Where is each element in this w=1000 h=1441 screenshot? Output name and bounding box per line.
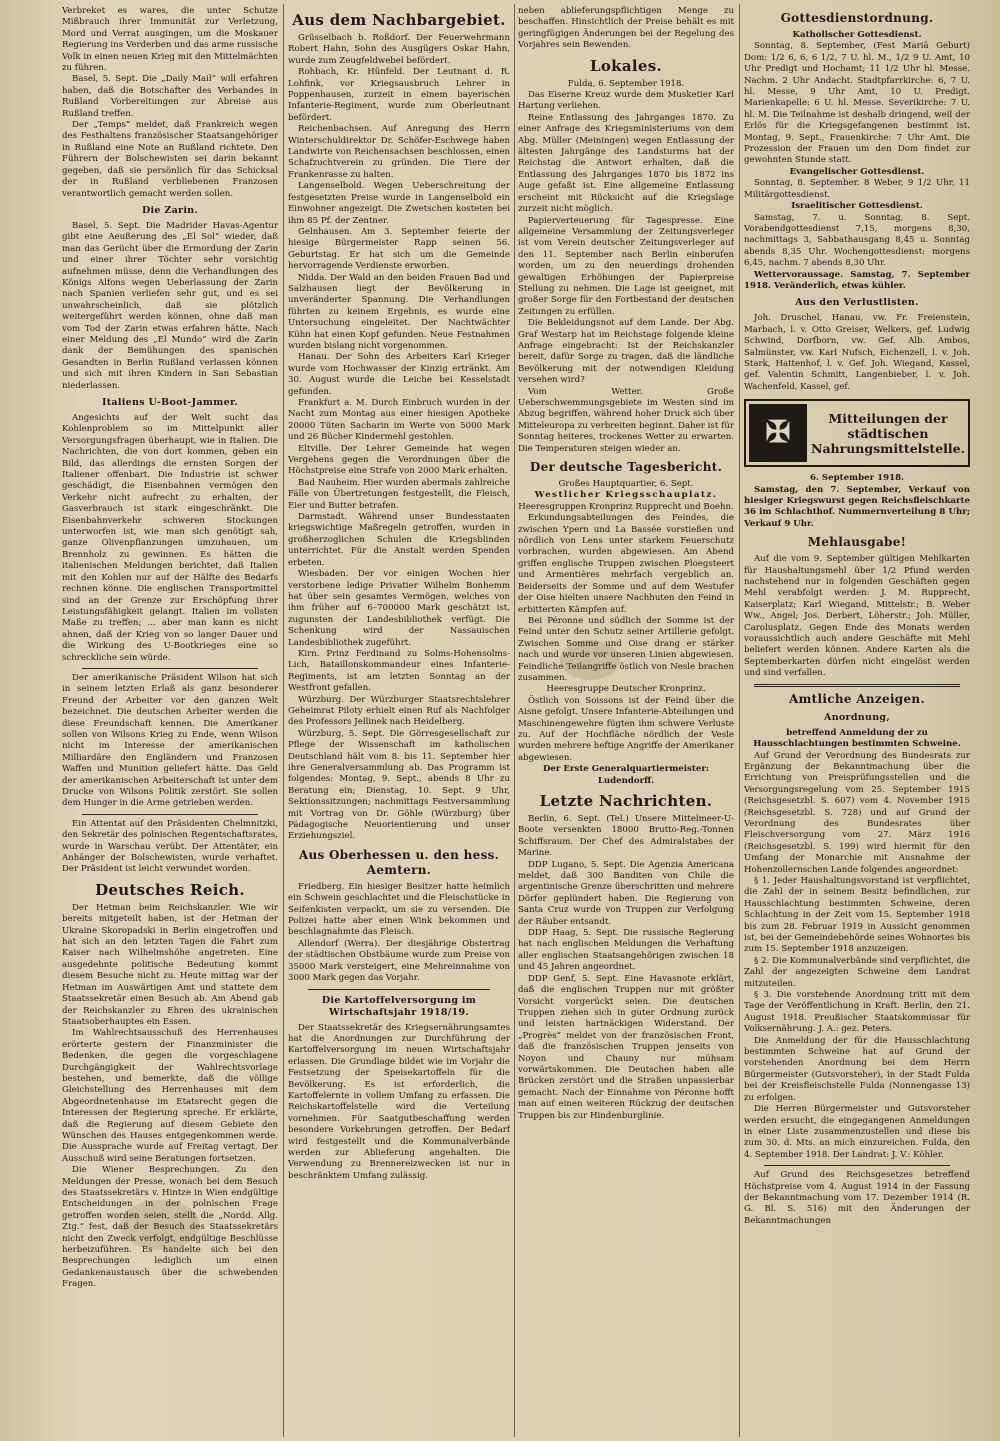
article-text: Grüsselbach b. Roßdorf. Der Feuerwehrmann Robert Hahn, Sohn des Ausgügers Oskar Hahn, wurde zum Zeugfeldwebel befördert. bbox=[288, 33, 510, 66]
article-text: Hanau. Der Sohn des Arbeiters Karl Krieger wurde vom Hochwasser der Kinzig ertränkt. Am 30. August wurde die Leiche bei Kesselstadt gefunden. bbox=[288, 352, 510, 397]
article-text: Die Anmeldung der für die Hausschlachtung bestimmten Schweine hat auf Grund der vorstehenden Anordnung bei dem Herrn Bürgermeister (Gutsvorsteher), in der Stadt Fulda bei der Kreisfleischstelle Fulda (Nonnengasse 13) zu erfolgen. bbox=[744, 1035, 970, 1103]
article-text: Berlin, 6. Sept. (Tel.) Unsere Mittelmeer-U-Boote versenkten 18000 Brutto-Reg.-Tonnen Schiffsraum. Der Chef des Admiralstabes der Marine. bbox=[518, 814, 734, 859]
section-heading: Mehlausgabe! bbox=[807, 535, 907, 550]
article-text: Erkundungsabteilungen des Feindes, die zwischen Ypern und La Bassée vorstießen und nördlich von Lens unter starkem Feuerschutz vorbrachen, wurden abgewiesen. Am Abend griffen englische Truppen zwischen Ploegsteert und Armentières mehrfach vergeblich an. Beiderseits der Somme und auf dem Westufer der Oise hielten unsere Nachhuten den Feind in erbitterten Kämpfen auf. bbox=[518, 513, 734, 615]
section-heading: Aus den Verlustlisten. bbox=[795, 297, 919, 309]
weather-forecast: Wettervoraussage. Samstag, 7. September 1918. Veränderlich, etwas kühler. bbox=[744, 269, 970, 291]
dateline: Großes Hauptquartier, 6. Sept. bbox=[558, 479, 694, 490]
column-4 bbox=[744, 6, 970, 1435]
article-text: DDP Genf, 5. Sept. Eine Havasnote erklärt, daß die englischen Truppen nur mit größter Vorsicht vorgerückt seien. Die deutschen Truppen ziehen sich in guter Ordnung zurück und leisten hartnäckigen Widerstand. Der „Progrès“ meldet von der französischen Front, daß die französischen Truppen jenseits von Noyon und Chauny nur mühsam vorwärtskommen. Die Deutschen haben alle Brücken zerstört und die Straßen unpassierbar gemacht. Nach der Einnahme von Péronne hofft man auf einen weiteren Rückzug der deutschen Truppen bis zur Hindenburglinie. bbox=[518, 973, 734, 1121]
article-text: § 2. Die Kommunalverbände sind verpflichtet, die Zahl der angezeigten Schweine dem Landrat mitzuteilen. bbox=[744, 955, 970, 989]
column-rule bbox=[514, 4, 515, 1437]
dateline: Fulda, 6. September 1918. bbox=[567, 78, 685, 89]
article-text: § 3. Die vorstehende Anordnung tritt mit dem Tage der Veröffentlichung in Kraft. Berlin, den 21. August 1918. Preußischer Staatskommissar für Volksernährung. J. A.: gez. Peters. bbox=[744, 990, 970, 1035]
dateline: 6. September 1918. bbox=[809, 473, 905, 484]
subheading: Evangelischer Gottesdienst. bbox=[789, 166, 925, 177]
divider bbox=[754, 684, 960, 687]
article-text: § 1. Jeder Haushaltungsvorstand ist verpflichtet, die Zahl der in seinem Besitz befindlichen, zur Hausschlachtung bestimmten Schweine, deren Schlachtung in der Zeit vom 15. September 1918 bis zum 28. Februar 1919 in Aussicht genommen ist, bei der Gemeindebehörde seines Wohnortes bis zum 15. September 1918 anzuzeigen. bbox=[744, 875, 970, 955]
article-text: Reichenbachsen. Auf Anregung des Herrn Winterschuldirektor Dr. Schöfer-Eschwege haben Landwirte von Reichensachsen beschlossen, einen Schafzuchtverein zu gründen. Die Tiere der Frankenrasse zu halten. bbox=[288, 124, 510, 180]
column-rule bbox=[283, 4, 284, 1437]
article-text: Kirn. Prinz Ferdinand zu Solms-Hohensolms-Lich, Bataillonskommandeur eines Infanterie-Regiments, ist am letzten Sonntag an der Westfront gefallen. bbox=[288, 648, 510, 694]
article-text: Verbreket es wares, die unter Schutze Mißbrauch ihrer Immunität zur Verletzung, Mord und Verrat ausgingen, um die Moskauer Regierung ins Verderben und das arme russische Volk in einen neuen Krieg mit den Mittelmächten zu führen. bbox=[62, 6, 278, 74]
column-2 bbox=[288, 6, 510, 1435]
article-text: Basel, 5. Sept. Die „Daily Mail“ will erfahren haben, daß die Botschafter des Verbandes in Rußland Vorbereitungen zur Abreise aus Rußland treffen. bbox=[62, 74, 278, 119]
divider bbox=[308, 989, 490, 990]
section-heading: Letzte Nachrichten. bbox=[539, 792, 713, 810]
article-text: Auf Grund der Verordnung des Bundesrats zur Ergänzung der Bekanntmachung über die Errichtung von Preisprüfungsstellen und die Versorgungsregelung vom 25. September 1915 (Reichsgesetzbl. S. 607) vom 4. November 1915 (Reichsgesetzbl. S. 728) und auf Grund der Verordnung des Bundesrates über Fleischversorgung vom 27. März 1916 (Reichsgesetzbl. S. 199) wird hiermit für den Umfang der Monarchie mit Ausnahme der Hohenzollernschen Lande folgendes angeordnet: bbox=[744, 750, 970, 875]
article-text: Bei Péronne und südlich der Somme ist der Feind unter den Schutz seiner Artillerie gefolgt. Zwischen Somme und Oise drang er stärker nach und wurde vor unseren Linien abgewiesen. Feindliche Teilangriffe östlich von Nesle brachen zusammen. bbox=[518, 615, 734, 683]
article-text: Eltville. Der Lehrer Gemeinde hat wegen Vergehens gegen die Verordnungen über die Höchstpreise eine Strafe von 2000 Mark erhalten. bbox=[288, 443, 510, 477]
article-text: Friedberg. Ein hiesiger Besitzer hatte heimlich ein Schwein geschlachtet und die Fleischstücke in Seifenkisten verpackt, um sie zu versenden. Die Polizei hatte aber einen Wink bekommen und beschlagnahmte das Fleisch. bbox=[288, 881, 510, 938]
article-text: Langenselbold. Wegen Ueberschreitung der festgesetzten Preise wurde in Langenselbold ein Einwohner angezeigt. Die Zwetschen kosteten bei ihm 85 Pf. der Zentner. bbox=[288, 181, 510, 226]
divider bbox=[82, 668, 258, 669]
subheading: Israelitischer Gottesdienst. bbox=[791, 201, 923, 212]
article-text: Basel, 5. Sept. Die Madrider Havas-Agentur gibt eine Aeußerung des „El Sol“ wieder, daß man das Gerücht über die Ermordung der Zarin und einer ihrer Töchter sehr vorsichtig aufnehmen müsse, denn die Verhandlungen des Königs Alfons wegen Ueberlassung der Zarin nach Spanien verliefen sehr gut, und es sei unwahrscheinlich, daß sie plötzlich weitergeführt werden können, ohne daß man vom Tod der Zarin etwas erfahren hätte. Nach einer Meldung des „El Mundo“ wird die Zarin dank der Bemühungen des spanischen Gesandten in Berlin Rußland verlassen können und sich mit ihren Kindern in San Sebastian niederlassen. bbox=[62, 220, 278, 391]
article-text: Der Staatssekretär des Kriegsernährungsamtes hat die Anordnungen zur Durchführung der Kartoffelversorgung im neuen Wirtschaftsjahr erlassen. Die Grundlage bildet wie im Vorjahr die Festsetzung der Speisekartoffeln für die Bevölkerung. Es ist erforderlich, die Kartoffelernte in vollem Umfang zu erfassen. Die Reichskartoffelstelle wird die Verteilung vornehmen. Für Saatgutbeschaffung werden besondere Vorkehrungen getroffen. Der Bedarf wird festgestellt und die Kommunalverbände werden zur Ablieferung angehalten. Die Verwendung zu Brennereizwecken ist nur in beschränktem Umfang zulässig. bbox=[288, 1022, 510, 1181]
article-text: Reine Entlassung des Jahrganges 1870. Zu einer Anfrage des Kriegsministeriums von dem Abg. Müller (Meiningen) wegen Entlassung der ältesten Jahrgänge des Landsturms hat der Reichstag die Antwort erhalten, daß die Entlassung des Jahrganges 1870 bis 1872 ins Auge gefaßt ist. Eine allgemeine Entlassung erscheint mit Rücksicht auf die Kriegslage zurzeit nicht möglich. bbox=[518, 112, 734, 215]
article-text: Papierverteuerung für Tagespresse. Eine allgemeine Versammlung der Zeitungsverleger ist vom Verein deutscher Zeitungsverleger auf den 11. September nach Berlin einberufen worden, um zu den neuerdings drohenden gewaltigen Erhöhungen der Papierpreise Stellung zu nehmen. Die Lage ist geeignet, mit großer Sorge für den Fortbestand der deutschen Zeitungen zu erfüllen. bbox=[518, 215, 734, 317]
article-text: Die Herren Bürgermeister und Gutsvorsteher werden ersucht, die eingegangenen Anmeldungen in einer Liste zusammenzustellen und diese bis zum 30. d. Mts. an mich einzureichen. Fulda, den 4. September 1918. Der Landrat: J. V.: Köhler. bbox=[744, 1104, 970, 1160]
subheading: Heeresgruppe Deutscher Kronprinz. bbox=[546, 684, 706, 695]
article-text: Bad Nauheim. Hier wurden abermals zahlreiche Fälle von Übertretungen festgestellt, die Fleisch, Eier und Butter betrafen. bbox=[288, 477, 510, 511]
article-text: Vom Wetter. Große Ueberschwemmungsgebiete im Westen sind im Abzug begriffen, während hoher Druck sich über Mitteleuropa zu verbreiten beginnt. Daher ist für Sonntag heiteres, trockenes Wetter zu erwarten. Die Temperaturen steigen wieder an. bbox=[518, 386, 734, 454]
subheading: Katholischer Gottesdienst. bbox=[792, 30, 922, 40]
article-text: Auf die vom 9. September gültigen Mehlkarten für Haushaltungsmehl über 1/2 Pfund werden nachstehend nur in folgenden Geschäften gegen Mehl verabfolgt werden: J. M. Rupprecht, Kaiserplatz; Karl Wiegand, Mittelstr.; B. Weber Ww., Angel; Jos. Derbert, Löherstr.; Joh. Müller, Carolusplatz. Gegen Ende des Monats werden voraussichtlich auch andere Geschäfte mit Mehl beliefert werden können. Andere Karten als die Septemberkarten dürfen nicht eingelöst werden und sind verfallen. bbox=[744, 554, 970, 679]
article-text: Der amerikanische Präsident Wilson hat sich in seinem letzten Erlaß als ganz besonderer Freund der Arbeiter vor den ganzen Welt bezeichnet. Die deutschen Arbeiter werden die diese Freundschaft kennen. Die Amerikaner sollen von Wilsons Krieg zu Ende, wenn Wilson nicht im Interesse der amerikanischen Milliardäre den Engländern und Franzosen Waffen und Munition geliefert hätte. Das Geld der amerikanischen Arbeiterschaft ist unter dem Drucke von Wilsons Politik zerstört. Sie sollen dem Hunger in die Arme getrieben werden. bbox=[62, 672, 278, 809]
subheading: Westlicher Kriegsschauplatz. bbox=[534, 490, 718, 501]
section-heading: Aus dem Nachbargebiet. bbox=[292, 11, 506, 29]
article-text: Sonntag, 8. September, (Fest Mariä Geburt) Dom: 1/2 6, 6, 6 1/2, 7 U. hl. M., 1/2 9 U. Amt, 10 Uhr Predigt und Hochamt; 11 1/2 Uhr hl. Messe. Nachm. 2 Uhr Andacht. Stadtpfarrkirche: 6, 7 U. hl. Messe, 9 Uhr Amt, 10 U. Predigt. Marienkapelle: 6 U. hl. Messe. Severikirche: 7 U. hl. M. Die Teilnahme ist deshalb dringend, weil der Erlös für die Kriegsgefangenen bestimmt ist. Montag, 9. Sept., Frauenkirche: 7 Uhr Amt. Die Prozession der Frauen um den Dom findet zur gewohnten Stunde statt. bbox=[744, 41, 970, 166]
article-text: Samstag, 7. u. Sonntag, 8. Sept. Vorabendgottesdienst 7,15, morgens 8,30, nachmittags 3, Sabbathausgang 8,45 u. Sonntag abends 8,35 Uhr. Wochengottesdienst: morgens 6,45, nachm. 7 abends 8,30 Uhr. bbox=[744, 212, 970, 269]
article-text: Allendorf (Werra). Der diesjährige Obstertrag der städtischen Obstbäume wurde zum Preise von 35000 Mark versteigert, eine Mehreinnahme von 3000 Mark gegen das Vorjahr. bbox=[288, 938, 510, 984]
column-rule bbox=[739, 4, 740, 1437]
article-text: Samstag, den 7. September, Verkauf von hiesiger Kriegswurst gegen Reichsfleischkarte 36 im Schlachthof. Nummernverteilung 8 Uhr; Verkauf 9 Uhr. bbox=[744, 484, 970, 529]
article-text: Rohbach, Kr. Hünfeld. Der Leutnant d. R. Lohfink, vor Kriegsausbruch Lehrer in Poppenhausen, zurzeit in einem bayerischen Infanterie-Regiment, wurde zum Oberleutnant befördert. bbox=[288, 67, 510, 123]
section-heading: Lokales. bbox=[590, 56, 662, 75]
article-text: DDP Haag, 5. Sept. Die russische Regierung hat nach englischen Meldungen die Verhaftung aller englischen Staatsangehörigen zwischen 18 und 45 Jahren angeordnet. bbox=[518, 928, 734, 973]
article-text: Östlich von Soissons ist der Feind über die Aisne gefolgt. Unsere Infanterie-Abteilungen und Maschinengewehre fügten ihm schwere Verluste zu. Auf der Hochfläche nördlich der Vesle wurden mehrere heftige Angriffe der Amerikaner abgewiesen. bbox=[518, 695, 734, 763]
article-text: Würzburg, 5. Sept. Die Görresgesellschaft zur Pflege der Wissenschaft im katholischen Deutschland hält vom 8. bis 11. September hier ihre Generalversammlung ab. Das Programm ist folgendes: Montag, 9. Sept., abends 8 Uhr zu Beratung ein; Dienstag, 10. Sept. 9 Uhr, Sektionssitzungen; nachmittags Festversammlung mit Vortrag von Dr. Göhle (Würzburg) über Pädagogische Neuorientierung und unser Erziehungsziel. bbox=[288, 728, 510, 842]
article-text: Sonntag, 8. September. 8 Weber, 9 1/2 Uhr, 11 Militärgottesdienst. bbox=[744, 178, 970, 200]
section-heading: Anordnung, bbox=[824, 711, 890, 723]
divider bbox=[764, 1165, 950, 1166]
section-heading: Gottesdienstordnung. bbox=[780, 11, 934, 25]
article-text: Die Bekleidungsnot auf dem Lande. Der Abg. Graf Westarp hat im Reichstage folgende kleine Anfrage eingebracht: Ist der Reichskanzler bereit, dafür Sorge zu tragen, daß die ländliche Bevölkerung mit der notwendigen Kleidung versehen wird? bbox=[518, 318, 734, 386]
section-heading: Aus Oberhessen u. den hess. Aemtern. bbox=[298, 847, 500, 877]
divider bbox=[82, 814, 258, 815]
article-text: Das Eiserne Kreuz wurde dem Musketier Karl Hartung verliehen. bbox=[518, 90, 734, 112]
article-text: Nidda. Der Wald an den beiden Frauen Bad und Salzhausen liegt der Bevölkerung in unveränderter Spannung. Die Verhandlungen führten zu keinem Ergebnis, es wurde eine Untersuchung eingeleitet. Der Nachtwächter Kühn hat einen Kopf gefunden. Neue Festnahmen wurden bislang nicht vorgenommen. bbox=[288, 272, 510, 351]
article-text: Angesichts auf der Welt sucht das Kohlenproblem so im Mittelpunkt aller Versorgungsfragen überhaupt, wie in Italien. Die Nachrichten, die von dort kommen, geben ein Bild, das allerdings die ernsten Sorgen der Italiener offenbart. Die Industrie ist schwer geschädigt, die Eisenbahnen vermögen den Verkehr nicht aufrecht zu erhalten, der Gasverbrauch ist stark eingeschränkt. Die Eisenbahnverkehr schweren Stockungen unterworfen ist, wie man sich genötigt sah, ganze Olivenpflanzungen umzuhauen, um Brennholz zu gewinnen. Es hätten die italienischen Meldungen berichtet, daß Italien mit den Kohlen nur auf der Hälfte des Bedarfs rechnen könne. Die englischen Transportmittel sind an der Grenze zur Erschöpfung ihrer Leistungsfähigkeit gelangt. Italien im vollsten Maße zu treffen; ... aber man kann es nicht ahnen, daß der Krieg von so langer Dauer und die Wirkung des U-Bootkrieges eine so schreckliche sein würde. bbox=[62, 413, 278, 663]
section-heading: Die Kartoffelversorgung im Wirtschaftsjahr 1918/19. bbox=[321, 994, 477, 1018]
column-3 bbox=[518, 6, 734, 1435]
section-heading: Die Zarin. bbox=[141, 204, 199, 216]
article-text: Gelnhausen. Am 3. September feierte der hiesige Bürgermeister Rapp seinen 56. Geburtstag. Er hat sich um die Gemeinde hervorragende Verdienste erworben. bbox=[288, 226, 510, 272]
article-text: Frankfurt a. M. Durch Einbruch wurden in der Nacht zum Montag aus einer hiesigen Apotheke 20000 Tüten Sacharin im Werte von 5000 Mark und 26 Bücher Kindermehl gestohlen. bbox=[288, 398, 510, 443]
city-emblem-icon: ✠ bbox=[749, 404, 807, 462]
article-text: neben ablieferungspflichtigen Menge zu beschaffen. Hinsichtlich der Preise behält es mit geringfügigen Änderungen bei der Regelung des Vorjahres sein Bewenden. bbox=[518, 6, 734, 51]
article-text: Würzburg. Der Würzburger Staatsrechtslehrer Geheimrat Piloty erhielt einen Ruf als Nachfolger des Professors Jellinek nach Heidelberg. bbox=[288, 694, 510, 728]
article-text: Ein Attentat auf den Präsidenten Chelmnitzki, den Sekretär des polnischen Regentschaftsrates, wurde in Warschau verübt. Der Attentäter, ein Anhänger der Bolschewisten, wurde verhaftet. Der Präsident ist leicht verwundet worden. bbox=[62, 818, 278, 875]
section-heading: Amtliche Anzeigen. bbox=[789, 691, 925, 706]
subheading: betreffend Anmeldung der zu Hausschlachtungen bestimmten Schweine. bbox=[753, 727, 961, 750]
section-heading: Deutsches Reich. bbox=[95, 880, 245, 899]
column-1 bbox=[62, 6, 278, 1435]
article-text: Wiesbaden. Der vor einigen Wochen hier verstorbene ledige Privatier Wilhelm Bonhemm hat über sein gesamtes Vermögen, welches von ihm früher auf 6–700000 Mark geschätzt ist, zugunsten der Landesbibliothek verfügt. Die Schenkung wird der Nassauischen Landesbibliothek zugeführt. bbox=[288, 569, 510, 648]
notice-box-title: Mitteilungen der städtischen Nahrungsmittelstelle. bbox=[811, 410, 965, 456]
article-text: Im Wahlrechtsausschuß des Herrenhauses erörterte gestern der Finanzminister die Bedenken, die gegen die vorgeschlagene Durchgängigkeit der Wahlrechtsvorlage bestehen, und bemerkte, daß die völlige Gleichstellung des Herrenhauses mit dem Abgeordnetenhause im Etatsrecht gegen die Interessen der Regierung spreche. Er erklärte, daß die Regierung auf diesem Gebiete den Wünschen des Hauses entgegenkommen werde. Die Aussprache wurde auf Freitag vertagt. Der Ausschuß wird seine Beratungen fortsetzen. bbox=[62, 1028, 278, 1164]
article-text: Darmstadt. Während unser Bundesstaaten kriegswichtige Maßregeln getroffen, wurden in großherzoglichen Schulen die Kriegsblinden unterrichtet. Für die Anstalt werden Spenden erbeten. bbox=[288, 512, 510, 568]
article-text: Auf Grund des Reichsgesetzes betreffend Höchstpreise vom 4. August 1914 in der Fassung der Bekanntmachung vom 17. Dezember 1914 (R. G. Bl. S. 516) mit den Änderungen der Bekanntmachungen bbox=[744, 1170, 970, 1226]
article-text: Der „Temps“ meldet, daß Frankreich wegen des Festhaltens französischer Staatsangehöriger in Rußland eine Note an Rußland richtete. Den Führern der Bolschewisten sei darin bekannt gegeben, daß sie persönlich für das Schicksal der in Rußland verbliebenen Franzosen verantwortlich gemacht werden sollen. bbox=[62, 120, 278, 199]
section-heading: Der deutsche Tagesbericht. bbox=[529, 460, 723, 475]
article-text: Der Hetman beim Reichskanzler. Wie wir bereits mitgeteilt haben, ist der Hetman der Ukraine Skoropadski in Berlin eingetroffen und hat sich an den letzten Tagen die Fahrt zum Kaiser nach Wilhelmshöhe angetreten. Eine ausgedehnte politische Bedeutung kommt diesem Besuche nicht zu. Heute mittag war der Hetman im Auswärtigen Amt und stattete dem Staatssekretär einen Besuch ab. Am Abend gab der Reichskanzler zu Ehren des ukrainischen Staatsoberhauptes ein Essen. bbox=[62, 902, 278, 1027]
notice-box bbox=[744, 399, 970, 467]
signature: Der Erste Generalquartiermeister: Ludendorff. bbox=[542, 764, 710, 786]
article-text: Joh. Druschel, Hanau, vw. Fr. Freienstein, Marbach, l. v. Otto Greiser, Welkers, gef. Ludwig Schwind, Dorfborn, vw. Gef. Alb. Ambos, Salmünster, vw. Karl Nufsch, Eichenzell, l. v. Joh. Stark, Hattenhof, l. v. Gef. Joh. Wiegand, Kassel, gef. Valentin Schmitt, Langenbieber, l. v. Joh. Wachenfeld, Kassel, gef. bbox=[744, 313, 970, 392]
article-text: DDP Lugano, 5. Sept. Die Agenzia Americana meldet, daß 300 Banditen von Chile die argentinische Grenze überschritten und mehrere Dörfer geplündert haben. Die Regierung von Santa Cruz wurde von Truppen zur Verfolgung der Räuber entsandt. bbox=[518, 859, 734, 927]
section-heading: Italiens U-Boot-Jammer. bbox=[101, 397, 239, 408]
article-text: Die Wiener Besprechungen. Zu den Meldungen der Presse, wonach bei dem Besuch des Staatssekretärs v. Hintze in Wien endgültige Entscheidungen in der polnischen Frage getroffen worden seien, stellt die „Nordd. Allg. Ztg.“ fest, daß der Besuch des Staatssekretärs nicht den Zweck verfolgt, endgültige Beschlüsse herbeizuführen. Es handelte sich bei den Besprechungen lediglich um einen Gedankenaustausch über die schwebenden Fragen. bbox=[62, 1165, 278, 1290]
subheading: Heeresgruppen Kronprinz Rupprecht und Boehn. bbox=[518, 501, 734, 512]
